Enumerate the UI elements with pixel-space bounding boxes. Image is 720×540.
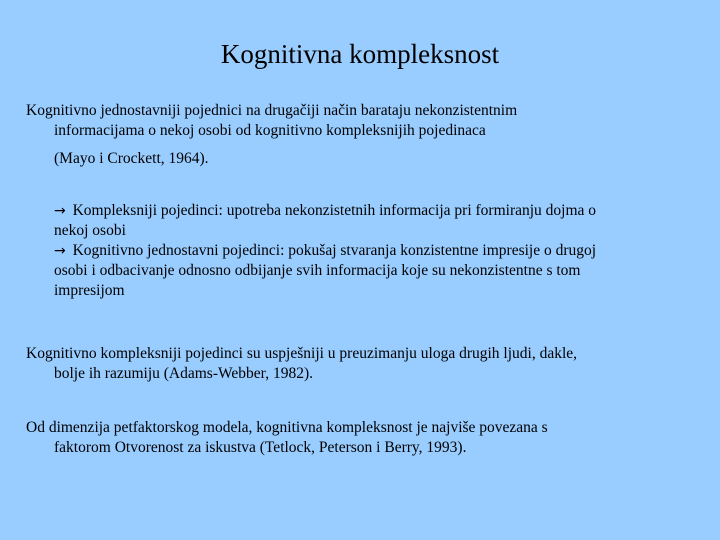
paragraph-role-taking xyxy=(26,344,686,384)
bullet-text: nekoj osobi xyxy=(54,222,126,239)
arrow-right-icon: → xyxy=(54,243,66,259)
bullet-text: Kompleksniji pojedinci: upotreba nekonzistetnih informacija pri formiranju dojma o xyxy=(72,202,597,219)
bullet-text: Kognitivno jednostavni pojedinci: pokušaj stvaranja konzistentne impresije o drugoj xyxy=(72,242,597,259)
paragraph-five-factor xyxy=(26,418,686,458)
paragraph-line: informacijama o nekoj osobi od kognitivno kompleksnijih pojedinaca xyxy=(54,122,486,139)
citation: (Mayo i Crockett, 1964). xyxy=(54,150,209,167)
bullet-list xyxy=(54,201,694,301)
bullet-item-simple xyxy=(54,241,694,261)
paragraph-line: Od dimenzija petfaktorskog modela, kognitivna kompleksnost je najviše povezana s xyxy=(26,419,548,436)
paragraph-line: bolje ih razumiju (Adams-Webber, 1982). xyxy=(54,365,313,382)
paragraph-line: Kognitivno jednostavniji pojednici na drugačiji način barataju nekonzistentnim xyxy=(26,102,518,119)
bullet-text: impresijom xyxy=(54,282,125,299)
paragraph-line: faktorom Otvorenost za iskustva (Tetlock, Peterson i Berry, 1993). xyxy=(54,439,467,456)
arrow-right-icon: → xyxy=(54,203,66,219)
bullet-text: osobi i odbacivanje odnosno odbijanje svih informacija koje su nekonzistentne s tom xyxy=(54,262,581,279)
slide-title: Kognitivna kompleksnost xyxy=(220,39,500,69)
bullet-item-complex xyxy=(54,201,694,221)
paragraph-cognitive-simplicity xyxy=(26,101,686,169)
paragraph-line: Kognitivno kompleksniji pojedinci su uspješniji u preuzimanju uloga drugih ljudi, dakle, xyxy=(26,345,578,362)
